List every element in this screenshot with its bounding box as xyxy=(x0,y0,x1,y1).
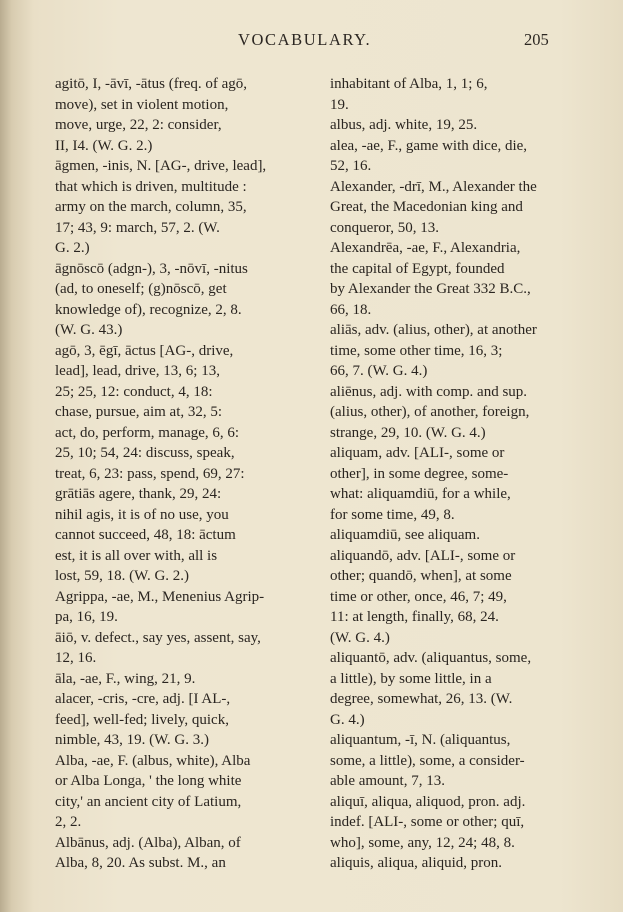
entry-line: knowledge of), recognize, 2, 8. xyxy=(55,301,242,318)
entry-line: 25, 10; 54, 24: discuss, speak, xyxy=(55,445,235,461)
vocabulary-entry xyxy=(330,792,556,854)
entry-line: G. 2.) xyxy=(55,240,90,256)
entry-line: aliēnus, adj. with comp. and sup. xyxy=(330,383,528,400)
entry-line: that which is driven, multitude : xyxy=(55,178,247,195)
entry-line: move, urge, 22, 2: consider, xyxy=(55,117,222,133)
entry-line: albus, adj. white, 19, 25. xyxy=(330,117,478,133)
right-column xyxy=(330,74,556,874)
entry-line: what: aliquamdiū, for a while, xyxy=(330,486,511,502)
entry-line: (W. G. 43.) xyxy=(55,322,123,338)
entry-line: able amount, 7, 13. xyxy=(330,773,445,789)
vocabulary-entry xyxy=(55,628,311,669)
left-column xyxy=(55,74,311,874)
entry-line: (ad, to oneself; (g)nōscō, get xyxy=(55,281,227,297)
entry-line: the capital of Egypt, founded xyxy=(330,260,505,277)
entry-line: a little), by some little, in a xyxy=(330,670,492,687)
entry-line: treat, 6, 23: pass, spend, 69, 27: xyxy=(55,465,245,482)
entry-line: chase, pursue, aim at, 32, 5: xyxy=(55,404,223,420)
entry-line: 25; 25, 12: conduct, 4, 18: xyxy=(55,383,213,400)
vocabulary-entry xyxy=(55,751,311,833)
page-title: VOCABULARY. xyxy=(238,30,372,49)
entry-line: conqueror, 50, 13. xyxy=(330,219,439,236)
entry-line: other; quandō, when], at some xyxy=(330,568,512,584)
entry-line: pa, 16, 19. xyxy=(55,609,118,625)
entry-line: time or other, once, 46, 7; 49, xyxy=(330,588,507,605)
entry-line: āiō, v. defect., say yes, assent, say, xyxy=(55,629,261,646)
entry-line: who], some, any, 12, 24; 48, 8. xyxy=(330,834,515,851)
entry-line: āgmen, -inis, N. [AG-, drive, lead], xyxy=(55,158,267,174)
entry-line: 52, 16. xyxy=(330,158,372,174)
entry-line: inhabitant of Alba, 1, 1; 6, xyxy=(330,76,488,92)
entry-line: alea, -ae, F., game with dice, die, xyxy=(330,137,528,154)
entry-line: grātiās agere, thank, 29, 24: xyxy=(55,486,222,502)
vocabulary-entry xyxy=(330,74,556,115)
entry-line: 19. xyxy=(330,96,349,113)
entry-line: nihil agis, it is of no use, you xyxy=(55,506,229,523)
vocabulary-entry xyxy=(330,730,556,792)
entry-line: (alius, other), of another, foreign, xyxy=(330,404,530,420)
entry-line: for some time, 49, 8. xyxy=(330,506,455,523)
entry-line: Great, the Macedonian king and xyxy=(330,199,523,215)
vocabulary-entry xyxy=(330,382,556,444)
entry-line: indef. [ALI-, some or other; quī, xyxy=(330,814,525,830)
entry-line: Alba, 8, 20. As subst. M., an xyxy=(55,855,226,871)
entry-line: time, some other time, 16, 3; xyxy=(330,342,503,359)
entry-line: G. 4.) xyxy=(330,711,365,728)
entry-line: 2, 2. xyxy=(55,814,82,830)
entry-line: aliquamdiū, see aliquam. xyxy=(330,527,480,543)
entry-line: nimble, 43, 19. (W. G. 3.) xyxy=(55,732,210,748)
entry-line: some, a little), some, a consider- xyxy=(330,752,525,769)
vocabulary-entry xyxy=(330,443,556,525)
entry-line: agō, 3, ēgī, āctus [AG-, drive, xyxy=(55,342,234,359)
vocabulary-entry xyxy=(55,587,311,628)
vocabulary-entry xyxy=(330,115,556,136)
entry-line: city,' an ancient city of Latium, xyxy=(55,793,242,810)
vocabulary-entry xyxy=(330,648,556,730)
vocabulary-entry xyxy=(330,177,556,239)
vocabulary-entry xyxy=(55,74,311,156)
entry-line: (W. G. 4.) xyxy=(330,629,390,646)
entry-line: aliquam, adv. [ALI-, some or xyxy=(330,445,505,461)
entry-line: āla, -ae, F., wing, 21, 9. xyxy=(55,670,196,687)
entry-line: aliquantum, -ī, N. (aliquantus, xyxy=(330,732,511,748)
vocabulary-entry xyxy=(55,341,311,587)
entry-line: aliquantō, adv. (aliquantus, some, xyxy=(330,650,532,666)
entry-line: 66, 7. (W. G. 4.) xyxy=(330,363,428,379)
entry-line: cannot succeed, 48, 18: āctum xyxy=(55,527,236,543)
vocabulary-entry xyxy=(330,320,556,382)
entry-line: II, I4. (W. G. 2.) xyxy=(55,137,153,154)
entry-line: move), set in violent motion, xyxy=(55,96,229,113)
entry-line: Alexandrēa, -ae, F., Alexandria, xyxy=(330,240,521,256)
entry-line: aliquis, aliqua, aliquid, pron. xyxy=(330,855,503,871)
entry-line: agitō, I, -āvī, -ātus (freq. of agō, xyxy=(55,76,248,92)
entry-line: aliquī, aliqua, aliquod, pron. adj. xyxy=(330,793,526,810)
entry-line: lead], lead, drive, 13, 6; 13, xyxy=(55,363,220,379)
entry-line: strange, 29, 10. (W. G. 4.) xyxy=(330,424,486,441)
entry-line: army on the march, column, 35, xyxy=(55,199,247,215)
entry-line: Alba, -ae, F. (albus, white), Alba xyxy=(55,752,251,769)
entry-line: Agrippa, -ae, M., Menenius Agrip- xyxy=(55,588,265,605)
entry-line: Alexander, -drī, M., Alexander the xyxy=(330,178,537,195)
entry-line: 66, 18. xyxy=(330,301,372,318)
entry-line: lost, 59, 18. (W. G. 2.) xyxy=(55,568,190,584)
entry-line: degree, somewhat, 26, 13. (W. xyxy=(330,691,513,707)
entry-line: alacer, -cris, -cre, adj. [I AL-, xyxy=(55,691,231,707)
vocabulary-entry xyxy=(55,259,311,341)
entry-line: Albānus, adj. (Alba), Alban, of xyxy=(55,834,241,851)
entry-line: or Alba Longa, ' the long white xyxy=(55,773,242,789)
vocabulary-entry xyxy=(330,546,556,649)
vocabulary-entry xyxy=(330,525,556,546)
vocabulary-entry xyxy=(55,689,311,751)
vocabulary-entry xyxy=(330,238,556,320)
running-head xyxy=(0,30,623,54)
entry-line: 17; 43, 9: march, 57, 2. (W. xyxy=(55,219,220,236)
vocabulary-entry xyxy=(55,156,311,259)
entry-line: est, it is all over with, all is xyxy=(55,547,218,564)
entry-line: by Alexander the Great 332 B.C., xyxy=(330,281,531,297)
entry-line: 12, 16. xyxy=(55,650,97,666)
entry-line: act, do, perform, manage, 6, 6: xyxy=(55,424,240,441)
entry-line: āgnōscō (adgn-), 3, -nōvī, -nitus xyxy=(55,260,248,277)
vocabulary-entry xyxy=(55,669,311,690)
vocabulary-entry xyxy=(330,853,556,874)
page-number: 205 xyxy=(524,30,549,49)
entry-line: other], in some degree, some- xyxy=(330,465,509,482)
vocabulary-entry xyxy=(55,833,311,874)
entry-line: aliās, adv. (alius, other), at another xyxy=(330,322,537,338)
entry-line: feed], well-fed; lively, quick, xyxy=(55,711,229,728)
vocabulary-entry xyxy=(330,136,556,177)
entry-line: 11: at length, finally, 68, 24. xyxy=(330,609,499,625)
entry-line: aliquandō, adv. [ALI-, some or xyxy=(330,547,516,564)
